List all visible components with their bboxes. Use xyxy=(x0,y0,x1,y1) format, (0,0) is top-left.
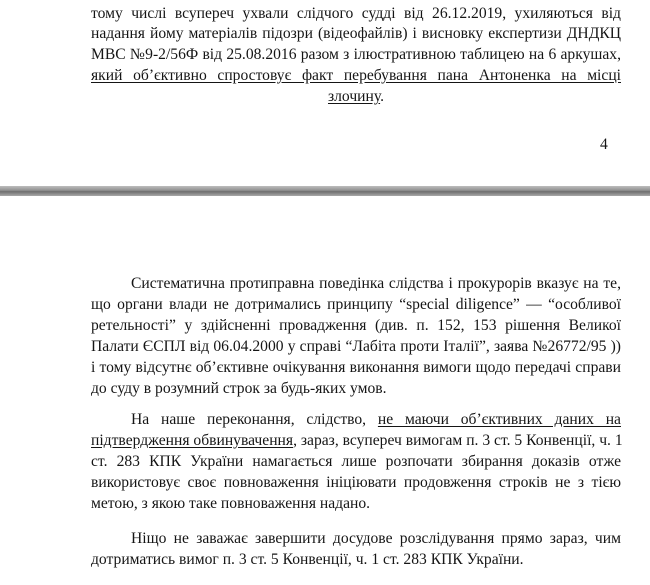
text-line: Систематична протиправна поведінка слідства і прокурорів вказує на те, xyxy=(131,275,621,292)
underlined-text: підтвердження обвинувачення xyxy=(91,432,294,449)
text-line: і тому відсутнє об’єктивне очікування виконання вимоги щодо передачі справи xyxy=(91,359,621,376)
underlined-text: злочину xyxy=(327,88,381,105)
text-line: Ніщо не заважає завершити досудове розслідування прямо зараз, чим xyxy=(131,530,621,547)
text-line: що органи влади не дотримались принципу “special diligence” — “особливої xyxy=(91,296,621,313)
underlined-text-line: який об’єктивно спростовує факт перебування пана Антоненка на місці xyxy=(91,67,621,84)
text-line: МВС №9-2/56Ф від 25.08.2016 разом з ілюстративною таблицею на 6 аркушах, xyxy=(91,46,621,63)
text-line: метою, з якою таке повноваження надано. xyxy=(91,495,371,512)
text-line: надання йому матеріалів підозри (відеофайлів) і висновку експертизи ДНДКЦ xyxy=(91,25,621,42)
text-line xyxy=(131,410,621,430)
text-line: Палати ЄСПЛ від 06.04.2000 у справі “Лабіта проти Італії”, заява №26772/95 )) xyxy=(91,338,621,355)
trailing-period: . xyxy=(380,88,384,105)
text-line: ретельності” у здійсненні провадження (див. п. 152, 153 рішення Великої xyxy=(91,317,621,334)
text-span: , зараз, всупереч вимогам п. 3 ст. 5 Конвенції, ч. 1 xyxy=(293,432,623,449)
text-line xyxy=(91,431,621,451)
document-page-bottom xyxy=(0,196,650,585)
text-line-centered xyxy=(91,87,621,107)
text-line: використовує своє повноваження ініціювати продовження строків не з тією xyxy=(91,474,621,491)
underlined-text: не маючи об’єктивних даних на xyxy=(377,411,621,428)
text-line: ст. 283 КПК України намагається лише розпочати збирання доказів отже xyxy=(91,453,621,470)
document-page-top xyxy=(0,0,650,186)
page-separator xyxy=(0,186,650,196)
page-number: 4 xyxy=(600,136,608,153)
text-line: тому числі всупереч ухвали слідчого судді від 26.12.2019, ухиляються від xyxy=(91,5,621,22)
text-line: до суду в розумний строк за будь-яких умов. xyxy=(91,380,387,397)
text-span: На наше переконання, слідство, xyxy=(131,411,378,428)
text-line: дотриматись вимог п. 3 ст. 5 Конвенції, ч. 1 ст. 283 КПК України. xyxy=(91,551,524,568)
